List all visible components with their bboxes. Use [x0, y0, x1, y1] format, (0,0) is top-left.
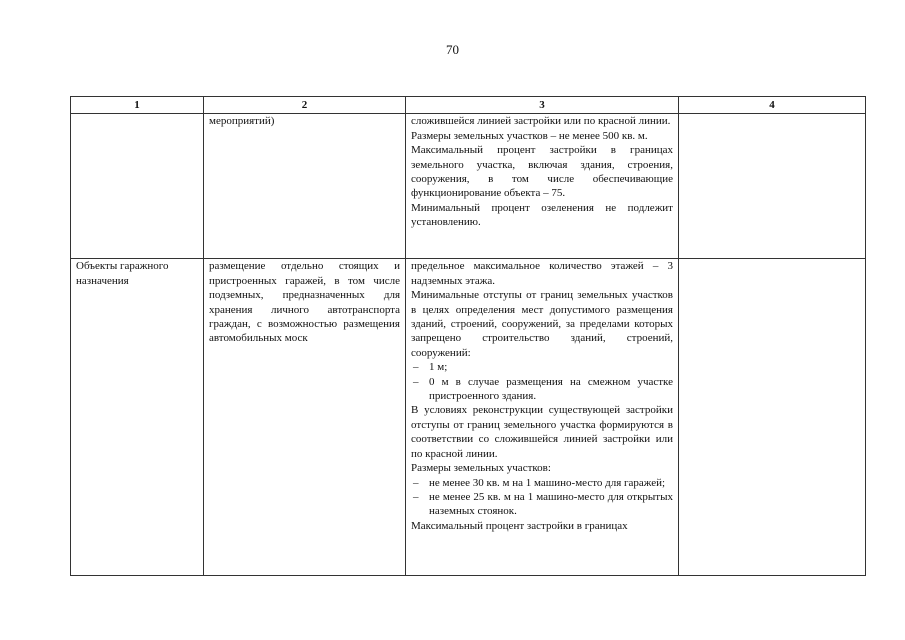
- list-item: – 1 м;: [411, 360, 673, 374]
- param-paragraph: сложившейся линией застройки или по красной линии.: [411, 115, 671, 128]
- param-paragraph: В условиях реконструкции существующей застройки отступы от границ земельного участка формируются в соответствии со сложившейся линией застройки или по красной линии.: [411, 404, 673, 460]
- param-paragraph: Минимальные отступы от границ земельных участков в целях определения мест допустимого размещения зданий, строений, сооружений, за пределами которых запрещено строительство зданий, строений, сооружений:: [411, 289, 673, 359]
- list-item: – не менее 25 кв. м на 1 машино-место для открытых наземных стоянок.: [411, 490, 673, 519]
- header-col-1: 1: [71, 97, 204, 114]
- cell-notes: [679, 259, 866, 576]
- cell-parameters: [406, 259, 679, 576]
- cell-object-type: [71, 114, 204, 259]
- cell-notes: [679, 114, 866, 259]
- table-header-row: [71, 97, 866, 114]
- zoning-table: [70, 96, 866, 576]
- setback-list: [411, 360, 673, 403]
- param-paragraph: Размеры земельных участков – не менее 500 кв. м.: [411, 129, 648, 142]
- param-paragraph: Максимальный процент застройки в границах земельного участка, включая здания, строения, сооружения, в том числе обеспечивающие функционирование объекта – 75.: [411, 144, 673, 200]
- cell-parameters: [406, 114, 679, 259]
- param-paragraph: Максимальный процент застройки в границах: [411, 519, 628, 532]
- table-row: [71, 259, 866, 576]
- list-item: – не менее 30 кв. м на 1 машино-место для гаражей;: [411, 476, 673, 490]
- table-row: [71, 114, 866, 259]
- plot-size-list: [411, 476, 673, 519]
- param-paragraph: Минимальный процент озеленения не подлежит установлению.: [411, 201, 673, 229]
- header-col-2: 2: [204, 97, 406, 114]
- param-paragraph: предельное максимальное количество этажей – 3 надземных этажа.: [411, 260, 673, 287]
- page-number: 70: [446, 42, 459, 57]
- cell-description: размещение отдельно стоящих и пристроенных гаражей, в том числе подземных, предназначенных для хранения личного автотранспорта граждан, с возможностью размещения автомобильных моск: [204, 259, 406, 576]
- header-col-3: 3: [406, 97, 679, 114]
- list-item: – 0 м в случае размещения на смежном участке пристроенного здания.: [411, 375, 673, 404]
- param-paragraph: Размеры земельных участков:: [411, 462, 551, 475]
- cell-description: мероприятий): [204, 114, 406, 259]
- cell-object-type: Объекты гаражного назначения: [71, 259, 204, 576]
- header-col-4: 4: [679, 97, 866, 114]
